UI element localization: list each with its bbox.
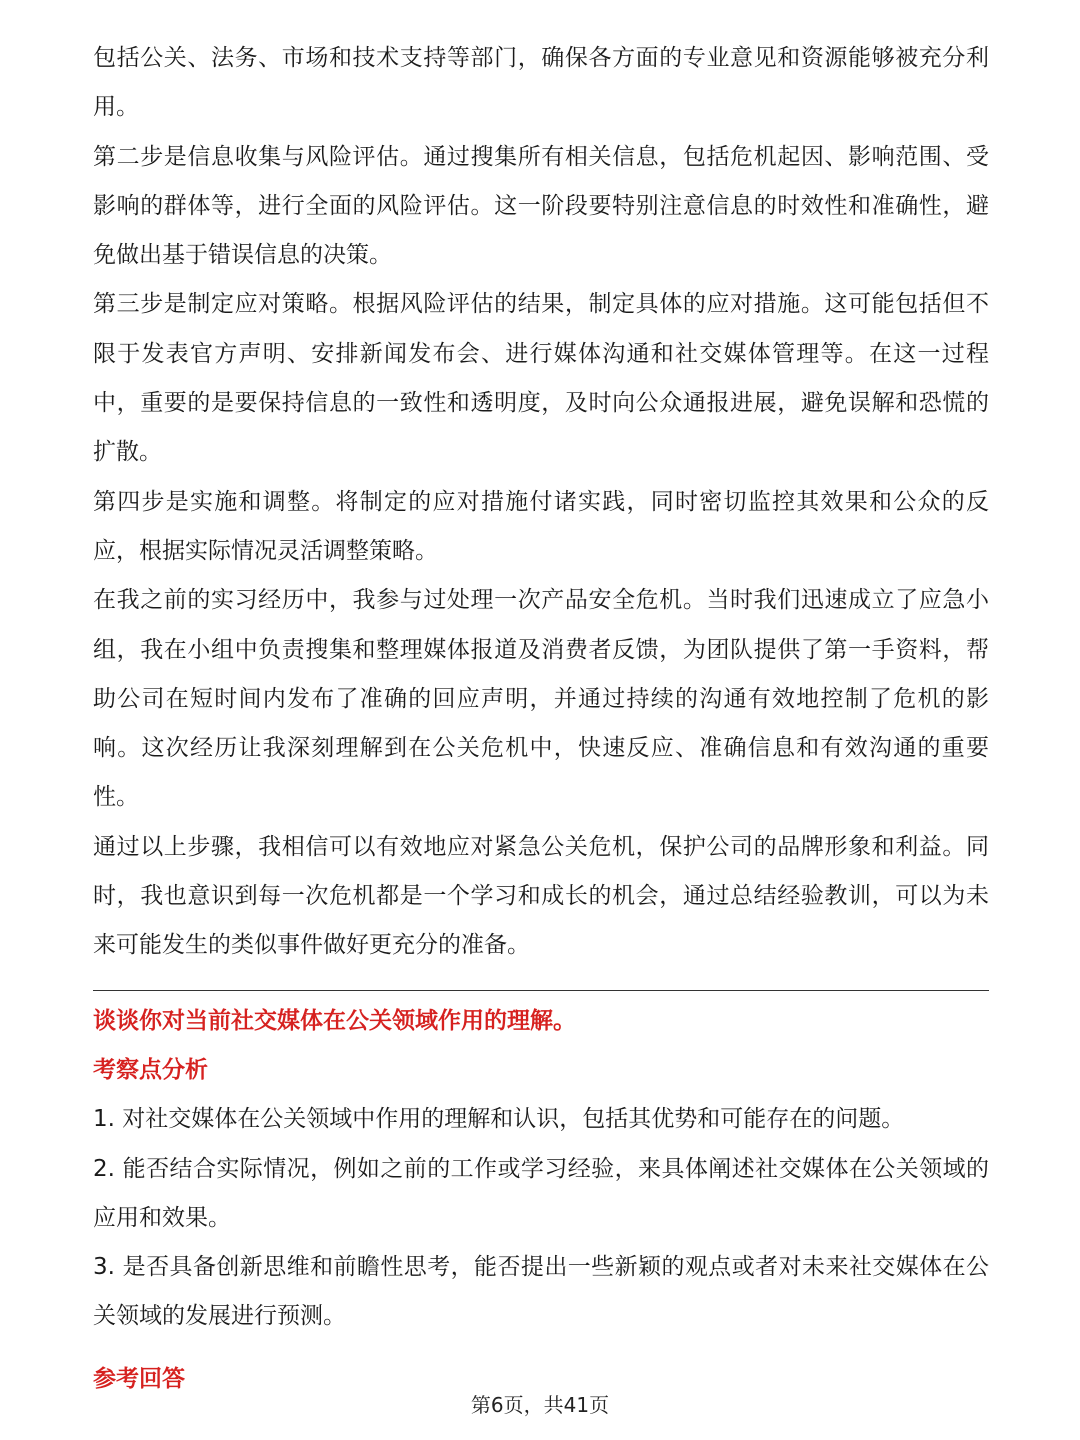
analysis-point: 2. 能否结合实际情况，例如之前的工作或学习经验，来具体阐述社交媒体在公关领域的应用和效果。 — [93, 1155, 989, 1231]
document-page — [93, 34, 989, 1404]
body-paragraph: 第四步是实施和调整。将制定的应对措施付诸实践，同时密切监控其效果和公众的反应，根据实际情况灵活调整策略。 — [93, 488, 989, 564]
body-paragraph: 包括公关、法务、市场和技术支持等部门，确保各方面的专业意见和资源能够被充分利用。 — [93, 45, 989, 121]
analysis-point: 1. 对社交媒体在公关领域中作用的理解和认识，包括其优势和可能存在的问题。 — [93, 1106, 905, 1133]
section-divider — [93, 990, 989, 991]
body-paragraph: 在我之前的实习经历中，我参与过处理一次产品安全危机。当时我们迅速成立了应急小组，我在小组中负责搜集和整理媒体报道及消费者反馈，为团队提供了第一手资料，帮助公司在短时间内发布了准确的回应声明，并通过持续的沟通有效地控制了危机的影响。这次经历让我深刻理解到在公关危机中，快速反应、准确信息和有效沟通的重要性。 — [93, 587, 989, 811]
body-paragraph: 第二步是信息收集与风险评估。通过搜集所有相关信息，包括危机起因、影响范围、受影响的群体等，进行全面的风险评估。这一阶段要特别注意信息的时效性和准确性，避免做出基于错误信息的决策。 — [93, 143, 989, 269]
analysis-heading: 考察点分析 — [93, 1056, 208, 1083]
reference-heading: 参考回答 — [93, 1365, 185, 1392]
page-number-footer: 第6页，共41页 — [470, 1393, 610, 1417]
body-paragraph: 第三步是制定应对策略。根据风险评估的结果，制定具体的应对措施。这可能包括但不限于发表官方声明、安排新闻发布会、进行媒体沟通和社交媒体管理等。在这一过程中，重要的是要保持信息的一致性和透明度，及时向公众通报进展，避免误解和恐慌的扩散。 — [93, 291, 989, 466]
body-paragraph: 通过以上步骤，我相信可以有效地应对紧急公关危机，保护公司的品牌形象和利益。同时，我也意识到每一次危机都是一个学习和成长的机会，通过总结经验教训，可以为未来可能发生的类似事件做好更充分的准备。 — [93, 833, 989, 959]
analysis-point: 3. 是否具备创新思维和前瞻性思考，能否提出一些新颖的观点或者对未来社交媒体在公关领域的发展进行预测。 — [93, 1254, 989, 1330]
question-heading: 谈谈你对当前社交媒体在公关领域作用的理解。 — [93, 1007, 576, 1034]
